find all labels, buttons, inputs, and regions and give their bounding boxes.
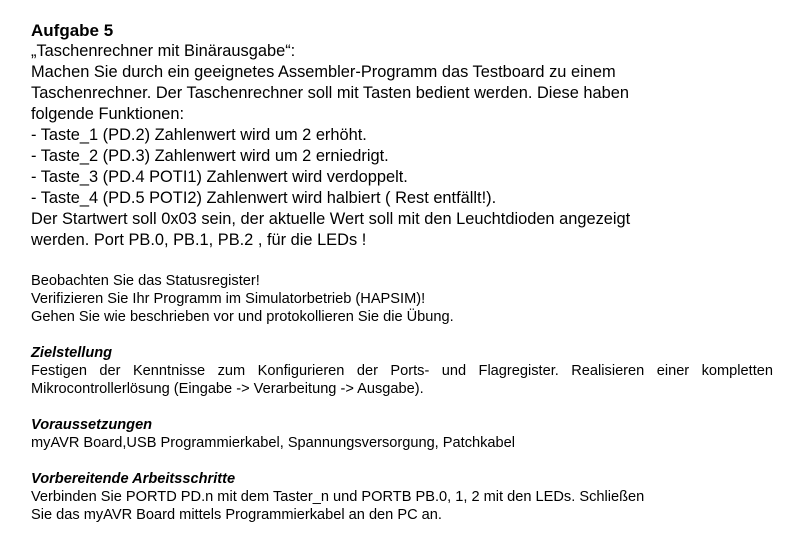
- function-key-4: - Taste_4 (PD.5 POTI2) Zahlenwert wird halbiert ( Rest entfällt!).: [31, 189, 497, 207]
- task-subtitle: „Taschenrechner mit Binärausgabe“:: [31, 42, 296, 60]
- instruction-line: Gehen Sie wie beschrieben vor und protokollieren Sie die Übung.: [31, 309, 454, 325]
- task-line: Der Startwert soll 0x03 sein, der aktuelle Wert soll mit den Leuchtdioden angezeigt: [31, 210, 631, 228]
- observation-instructions: [31, 272, 773, 326]
- prerequisites-section: [31, 416, 773, 452]
- task-line: werden. Port PB.0, PB.1, PB.2 , für die LEDs !: [31, 231, 367, 249]
- goal-heading: Zielstellung: [31, 345, 113, 361]
- function-key-3: - Taste_3 (PD.4 POTI1) Zahlenwert wird verdoppelt.: [31, 168, 408, 186]
- task-line: Taschenrechner. Der Taschenrechner soll mit Tasten bedient werden. Diese haben: [31, 84, 629, 102]
- instruction-line: Verifizieren Sie Ihr Programm im Simulatorbetrieb (HAPSIM)!: [31, 291, 426, 307]
- task-line: Machen Sie durch ein geeignetes Assembler-Programm das Testboard zu einem: [31, 63, 616, 81]
- goal-section: [31, 344, 773, 398]
- goal-text: Festigen der Kenntnisse zum Konfigurieren der Ports- und Flagregister. Realisieren einer kompletten Mikrocontrollerlösung (Eingabe -> Verarbeitung -> Ausgabe).: [31, 363, 773, 397]
- task-description: [31, 41, 773, 251]
- function-key-1: - Taste_1 (PD.2) Zahlenwert wird um 2 erhöht.: [31, 126, 367, 144]
- instruction-line: Beobachten Sie das Statusregister!: [31, 273, 260, 289]
- preparation-section: [31, 470, 773, 524]
- task-title: Aufgabe 5: [31, 21, 114, 40]
- task-line: folgende Funktionen:: [31, 105, 185, 123]
- preparation-text-line: Verbinden Sie PORTD PD.n mit dem Taster_n und PORTB PB.0, 1, 2 mit den LEDs. Schließen: [31, 489, 645, 505]
- prerequisites-heading: Voraussetzungen: [31, 417, 153, 433]
- document-page: [31, 21, 773, 524]
- preparation-text-line: Sie das myAVR Board mittels Programmierkabel an den PC an.: [31, 507, 442, 523]
- preparation-heading: Vorbereitende Arbeitsschritte: [31, 471, 236, 487]
- prerequisites-text: myAVR Board,USB Programmierkabel, Spannungsversorgung, Patchkabel: [31, 435, 515, 451]
- function-key-2: - Taste_2 (PD.3) Zahlenwert wird um 2 erniedrigt.: [31, 147, 389, 165]
